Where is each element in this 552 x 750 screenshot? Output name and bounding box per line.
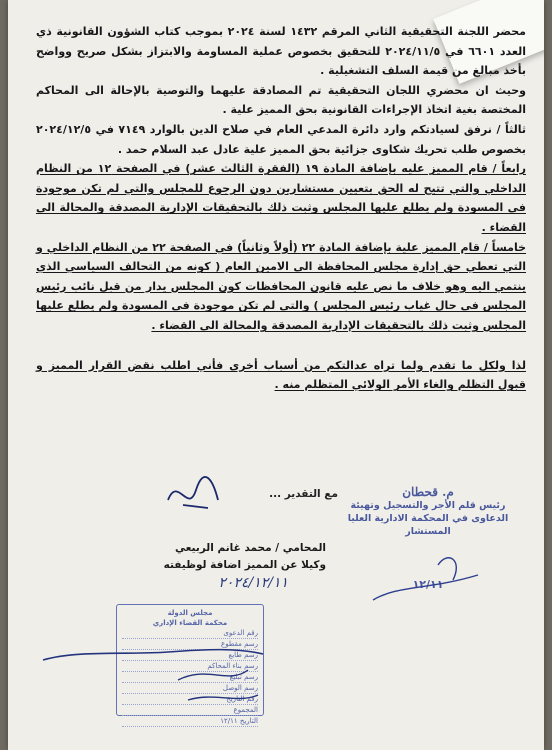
paragraph-fifth: خامساً / قام المميز علية بإضافة المادة ٢٢ (أولاً وثانياً) في الصفحة ٢٢ من النظام الداخلي و التي تعطي حق إدارة مجلس المحافظة الى الامين العام ( كونه من التحالف السياسي الذي ينتمي اليه وهو خلاف ما نص عليه قانون المحافظات كون المجلس يدار من قبل نائب رئيس المجلس في حال غياب رئيس المجلس ) والتي لم تكن موجودة في المسودة ولم يطلع عليها المجلس وثبت ذلك بالتحقيقات الإدارية المصدقة والمحالة الى القضاء . <box>36 240 527 332</box>
lawyer-role: وكيلا عن المميز اضافة لوظيفته <box>163 559 326 571</box>
register-row: رسم مقطوع <box>122 639 258 650</box>
stamp-name: م. قحطان <box>402 485 454 499</box>
closing-thanks: مع التقدير ... <box>269 488 338 500</box>
stamp-signature-icon <box>368 545 488 615</box>
document-page <box>8 0 544 750</box>
stamp-date: ١٢/١١ <box>412 578 444 591</box>
lawyer-signature-icon <box>158 470 228 520</box>
paragraph-request: لذا ولكل ما تقدم ولما تراه عدالتكم من أسباب أخرى فأني اطلب نقض القرار المميز و قبول التظلم والغاء الأمر الولائي المتظلم منه . <box>36 358 526 392</box>
register-row: المجموع <box>122 705 258 716</box>
paragraph-third: ثالثاً / نرفق لسيادتكم وارد دائرة المدعي العام في صلاح الدين بالوارد ٧١٤٩ في ٢٠٢٤/١٢/٥ بخصوص طلب تحريك شكاوى جزائية بحق المميز علية عادل عبد السلام حمد . <box>36 122 526 156</box>
handwritten-annotation-icon <box>38 640 268 715</box>
register-row: رقم الدعوى <box>122 628 258 639</box>
document-body <box>36 22 526 395</box>
register-row: رسم بناء المحاكم <box>122 661 258 672</box>
register-row: رقم التاريخ <box>122 694 258 705</box>
register-row: رسم الوصل <box>122 683 258 694</box>
register-subtitle: محكمة القضاء الإداري <box>152 619 228 627</box>
handwritten-date: ٢٠٢٤/١٢/١١ <box>218 575 288 591</box>
lawyer-block <box>136 540 326 574</box>
paragraph-committee-minutes: محضر اللجنة التحقيقية الثاني المرقم ١٤٣٢ لسنة ٢٠٢٤ بموجب كتاب الشؤون القانونية ذي العدد ٦٦٠١ في ٢٠٢٤/١١/٥ للتحقيق بخصوص عملية المساومة والابتزاز بشكل صريح وواضح بأخذ مبالغ من قيمة السلف التشغيلية . <box>36 25 526 78</box>
register-row: رسم تبليغ <box>122 672 258 683</box>
stamp-line-3: المستشار <box>405 526 451 537</box>
register-title: مجلس الدولة <box>167 609 213 617</box>
paragraph-fourth: رابعاً / قام المميز عليه بإضافة المادة ١٩ (الفقرة الثالث عشر) في الصفحة ١٢ من النظام الداخلي والتي تتيح له الحق بتعيين مستشارين دون الرجوع للمجلس والتي لم تكن موجودة في المسودة ولم يطلع عليها المجلس وثبت ذلك بالتحقيقات الإدارية المصدقة والمحالة الى القضاء . <box>36 162 526 234</box>
lawyer-title: المحامي / محمد غانم الربيعي <box>175 542 326 554</box>
paragraph-approval: وحيث ان محضري اللجان التحقيقية تم المصادقة عليهما والتوصية بالإحالة الى المحاكم المختصة بغية اتخاذ الإجراءات القانونية بحق المميز علية . <box>36 83 526 117</box>
register-row: رسم طابع <box>122 650 258 661</box>
stamp-line-2: الدعاوى في المحكمة الادارية العليا <box>347 513 509 524</box>
register-row: التاريخ ١٢/١١ <box>122 716 258 727</box>
stamp-line-1: رئيس قلم الأجر والتسجيل وتهيئة <box>350 500 506 511</box>
